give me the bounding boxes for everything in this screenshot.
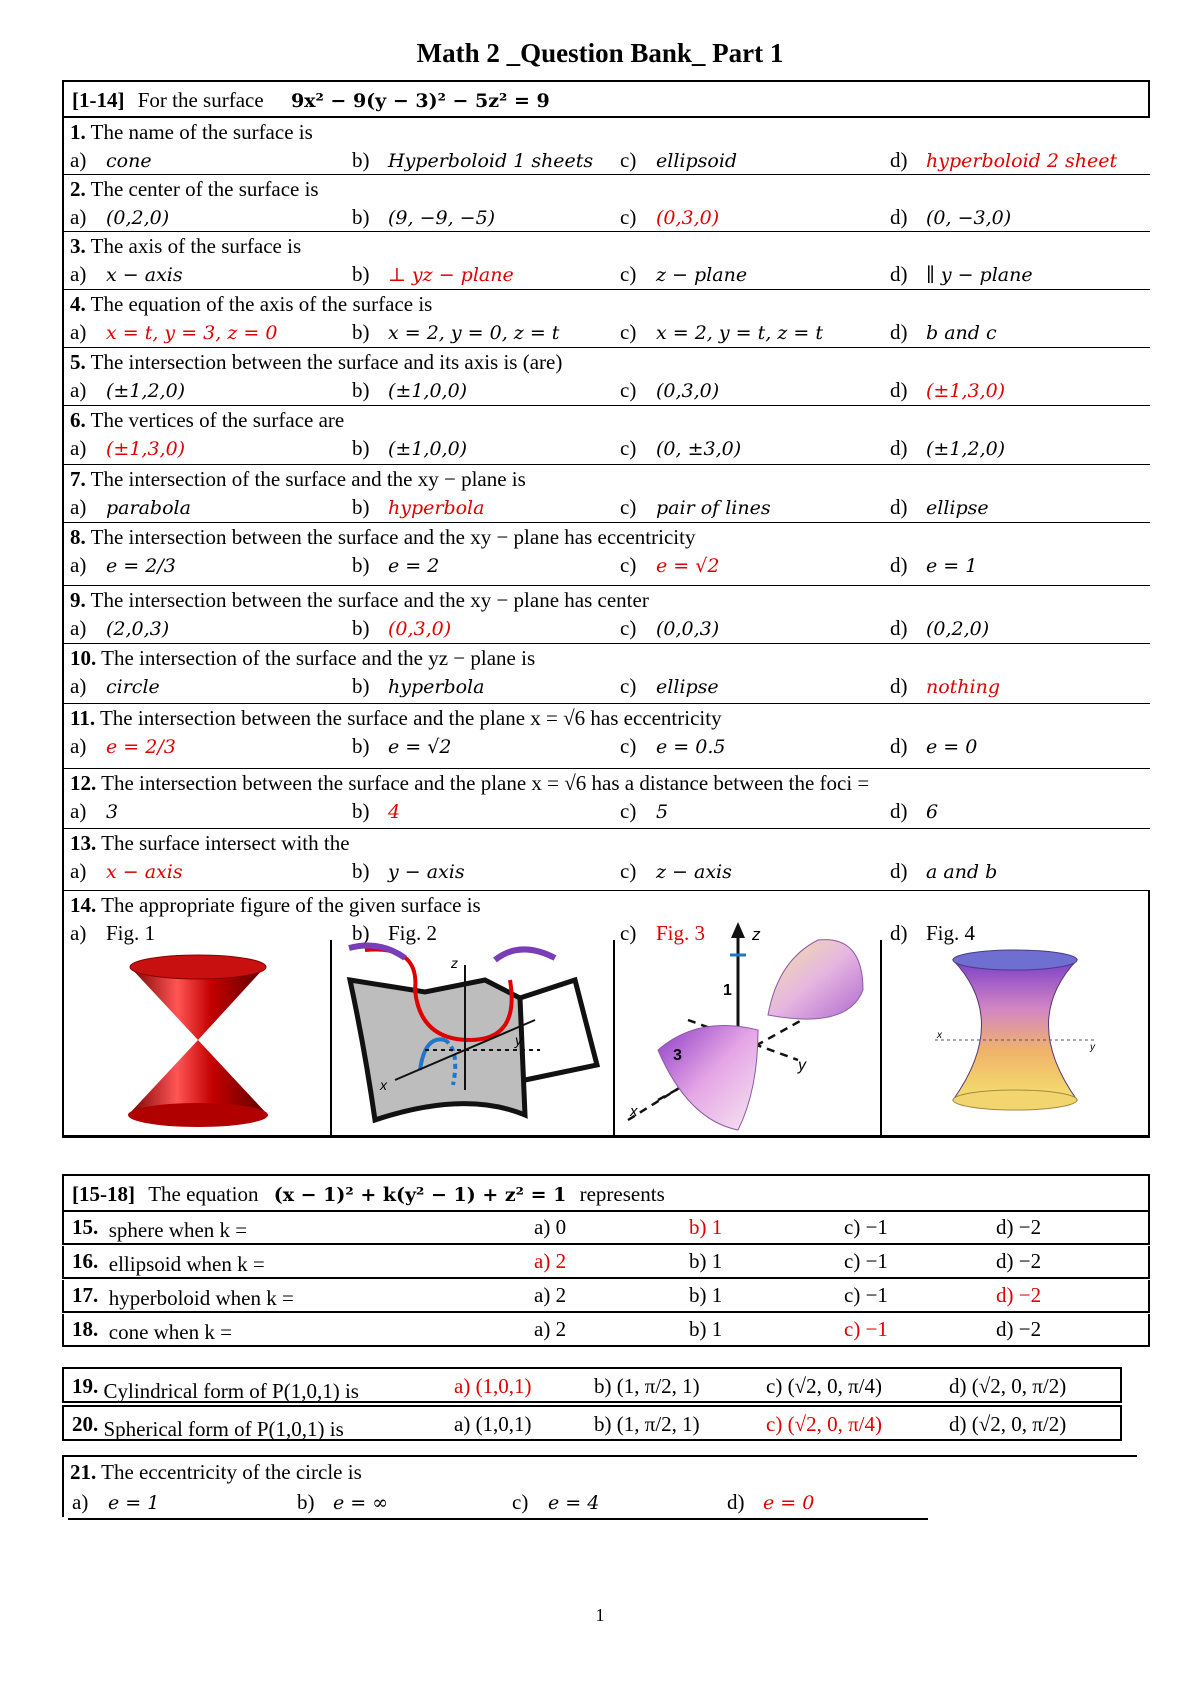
question-stem: The axis of the surface is xyxy=(90,234,302,258)
option-a[interactable]: a) (1,0,1) xyxy=(454,1412,532,1436)
option-label: a) xyxy=(70,674,87,698)
question-number: 5. xyxy=(70,350,86,374)
q14-label-b: b) xyxy=(352,921,370,945)
option-b[interactable]: ⊥ yz − plane xyxy=(388,264,514,286)
fig-divider xyxy=(330,940,332,1138)
option-c[interactable]: (0, ±3,0) xyxy=(656,438,742,460)
fig-divider xyxy=(880,940,882,1138)
option-c[interactable]: (0,3,0) xyxy=(656,380,720,402)
fig1-double-cone xyxy=(110,945,285,1135)
fig2-saddle xyxy=(335,940,607,1138)
fig4-one-sheet xyxy=(925,945,1105,1115)
option-a[interactable]: circle xyxy=(106,676,160,698)
question-17 xyxy=(62,1280,1150,1313)
option-c[interactable]: c) −1 xyxy=(844,1215,888,1239)
q21-label-d: d) xyxy=(727,1490,745,1514)
q21-num: 21. xyxy=(70,1460,97,1484)
fig4-x-label: x xyxy=(937,1030,942,1041)
option-b[interactable]: (±1,0,0) xyxy=(388,380,468,402)
question-number: 10. xyxy=(70,646,97,670)
option-label: d) xyxy=(890,148,908,172)
option-a[interactable]: (0,2,0) xyxy=(106,207,170,229)
option-a[interactable]: a) 2 xyxy=(534,1317,567,1341)
page-title: Math 2 _Question Bank_ Part 1 xyxy=(416,38,784,68)
q21-stem xyxy=(70,1460,362,1485)
option-label: c) xyxy=(620,205,637,229)
fig3-z-label: z xyxy=(752,925,761,944)
question-number: 20. xyxy=(72,1412,99,1436)
header-text: The equation xyxy=(148,1182,259,1206)
question-11 xyxy=(62,704,1150,769)
surface-equation: 9x² − 9(y − 3)² − 5z² = 9 xyxy=(290,90,550,112)
question-stem: The intersection of the surface and the xy − plane is xyxy=(90,467,526,491)
option-d[interactable]: (0, −3,0) xyxy=(926,207,1012,229)
q14-stem: The appropriate figure of the given surface is xyxy=(101,893,481,917)
option-c[interactable]: e = 0.5 xyxy=(656,736,726,758)
question-stem: The name of the surface is xyxy=(90,120,313,144)
question-number: 18. xyxy=(72,1317,99,1341)
option-a[interactable]: a) 2 xyxy=(534,1283,567,1307)
question-stem: The intersection between the surface and the plane x = √6 has eccentricity xyxy=(99,706,722,730)
option-b[interactable]: (0,3,0) xyxy=(388,618,452,640)
question-number: 6. xyxy=(70,408,86,432)
option-b[interactable]: hyperbola xyxy=(388,676,485,698)
q21-option-c[interactable]: e = 4 xyxy=(548,1492,600,1514)
option-label: a) xyxy=(70,799,87,823)
option-b[interactable]: b) 1 xyxy=(689,1249,723,1273)
q21-label-b: b) xyxy=(297,1490,315,1514)
option-a[interactable]: x − axis xyxy=(106,264,183,286)
option-label: c) xyxy=(620,799,637,823)
option-d[interactable]: (±1,3,0) xyxy=(926,380,1006,402)
option-c[interactable]: pair of lines xyxy=(656,497,771,519)
fig3-two-sheets xyxy=(618,920,876,1140)
option-label: c) xyxy=(620,674,637,698)
option-d[interactable]: d) −2 xyxy=(996,1215,1042,1239)
q14-label-c: c) xyxy=(620,921,637,945)
option-label: c) xyxy=(620,859,637,883)
question-stem: The intersection between the surface and its axis is (are) xyxy=(90,350,563,374)
option-a[interactable]: e = 2/3 xyxy=(106,555,176,577)
option-c[interactable]: c) (√2, 0, π/4) xyxy=(766,1374,883,1398)
option-d[interactable]: d) −2 xyxy=(996,1317,1042,1341)
question-number: 16. xyxy=(72,1249,99,1273)
option-label: b) xyxy=(352,378,370,402)
question-stem: Cylindrical form of P(1,0,1) is xyxy=(103,1379,359,1403)
question-stem: The intersection of the surface and the yz − plane is xyxy=(101,646,536,670)
q21-options xyxy=(72,1490,1072,1518)
q21-option-d[interactable]: e = 0 xyxy=(763,1492,815,1514)
option-label: c) xyxy=(620,262,637,286)
option-label: b) xyxy=(352,674,370,698)
question-stem: The intersection between the surface and the xy − plane has center xyxy=(90,588,649,612)
option-d[interactable]: (±1,2,0) xyxy=(926,438,1006,460)
option-a[interactable]: (2,0,3) xyxy=(106,618,170,640)
option-d[interactable]: (0,2,0) xyxy=(926,618,990,640)
option-label: d) xyxy=(890,436,908,460)
option-label: b) xyxy=(352,205,370,229)
question-3 xyxy=(62,232,1150,290)
option-label: c) xyxy=(620,553,637,577)
question-stem: cone when k = xyxy=(108,1320,232,1344)
option-label: a) xyxy=(70,859,87,883)
option-label: b) xyxy=(352,320,370,344)
question-4 xyxy=(62,290,1150,348)
option-label: c) xyxy=(620,148,637,172)
option-c[interactable]: c) −1 xyxy=(844,1283,888,1307)
option-a[interactable]: e = 2/3 xyxy=(106,736,176,758)
option-a[interactable]: x − axis xyxy=(106,861,183,883)
option-a[interactable]: parabola xyxy=(106,497,191,519)
fig3-x-label: x xyxy=(630,1103,638,1120)
right-border xyxy=(1148,891,1150,1138)
q21-option-a[interactable]: e = 1 xyxy=(108,1492,160,1514)
question-number: 2. xyxy=(70,177,86,201)
option-label: c) xyxy=(620,378,637,402)
option-label: b) xyxy=(352,495,370,519)
question-stem: hyperboloid when k = xyxy=(108,1286,294,1310)
option-label: d) xyxy=(890,553,908,577)
option-c[interactable]: c) −1 xyxy=(844,1249,888,1273)
header-tail: represents xyxy=(579,1182,665,1206)
option-c[interactable]: c) (√2, 0, π/4) xyxy=(766,1412,883,1436)
option-label: c) xyxy=(620,436,637,460)
question-number: 8. xyxy=(70,525,86,549)
option-a[interactable]: (±1,2,0) xyxy=(106,380,186,402)
option-c[interactable]: z − plane xyxy=(656,264,748,286)
q14-label-d: d) xyxy=(890,921,908,945)
q14-option-d[interactable]: Fig. 4 xyxy=(926,921,976,945)
option-label: d) xyxy=(890,378,908,402)
question-20 xyxy=(62,1405,1122,1441)
option-label: d) xyxy=(890,495,908,519)
option-d[interactable]: d) −2 xyxy=(996,1283,1042,1307)
question-9 xyxy=(62,586,1150,644)
option-d[interactable]: ∥ y − plane xyxy=(926,264,1033,286)
fig4-y-label: y xyxy=(1090,1042,1095,1053)
option-label: d) xyxy=(890,799,908,823)
option-b[interactable]: (±1,0,0) xyxy=(388,438,468,460)
option-d[interactable]: b and c xyxy=(926,322,997,344)
option-b[interactable]: e = √2 xyxy=(388,736,452,758)
q14-option-b[interactable]: Fig. 2 xyxy=(388,921,438,945)
question-stem: The equation of the axis of the surface is xyxy=(90,292,433,316)
option-a[interactable]: a) (1,0,1) xyxy=(454,1374,532,1398)
option-c[interactable]: ellipse xyxy=(656,676,719,698)
option-d[interactable]: d) (√2, 0, π/2) xyxy=(949,1412,1067,1436)
question-stem: The vertices of the surface are xyxy=(90,408,345,432)
option-label: a) xyxy=(70,553,87,577)
option-label: a) xyxy=(70,148,87,172)
option-label: b) xyxy=(352,436,370,460)
option-a[interactable]: a) 0 xyxy=(534,1215,567,1239)
q14-label-a: a) xyxy=(70,921,87,945)
option-label: a) xyxy=(70,262,87,286)
header-text: For the surface xyxy=(137,88,264,112)
option-b[interactable]: b) 1 xyxy=(689,1317,723,1341)
option-b[interactable]: e = 2 xyxy=(388,555,440,577)
section-header-1 xyxy=(62,80,1150,118)
option-label: d) xyxy=(890,859,908,883)
option-a[interactable]: 3 xyxy=(106,801,119,823)
question-2 xyxy=(62,175,1150,232)
option-b[interactable]: b) (1, π/2, 1) xyxy=(594,1412,700,1436)
option-a[interactable]: a) 2 xyxy=(534,1249,567,1273)
option-label: c) xyxy=(620,734,637,758)
option-c[interactable]: x = 2, y = t, z = t xyxy=(656,322,823,344)
question-number: 1. xyxy=(70,120,86,144)
q21-left-border xyxy=(62,1455,64,1517)
question-stem: The center of the surface is xyxy=(90,177,319,201)
fig2-z-label: z xyxy=(451,955,458,971)
option-label: a) xyxy=(70,495,87,519)
q14-option-c[interactable]: Fig. 3 xyxy=(656,921,706,945)
question-7 xyxy=(62,465,1150,523)
range-label: [15-18] xyxy=(72,1182,135,1206)
question-5 xyxy=(62,348,1150,406)
option-label: d) xyxy=(890,674,908,698)
fig3-y-label: y xyxy=(798,1057,806,1074)
q21-stem-text: The eccentricity of the circle is xyxy=(101,1460,362,1484)
question-10 xyxy=(62,644,1150,704)
option-label: b) xyxy=(352,734,370,758)
question-8 xyxy=(62,523,1150,586)
option-c[interactable]: (0,3,0) xyxy=(656,207,720,229)
fig3-three-label: 3 xyxy=(673,1047,682,1064)
option-c[interactable]: 5 xyxy=(656,801,669,823)
option-d[interactable]: hyperboloid 2 sheet xyxy=(926,150,1118,172)
question-16 xyxy=(62,1246,1150,1279)
option-b[interactable]: 4 xyxy=(388,801,401,823)
left-border xyxy=(62,891,64,1138)
option-d[interactable]: e = 1 xyxy=(926,555,978,577)
option-label: a) xyxy=(70,734,87,758)
option-b[interactable]: y − axis xyxy=(388,861,465,883)
question-12 xyxy=(62,769,1150,829)
option-b[interactable]: Hyperboloid 1 sheets xyxy=(388,150,594,172)
option-c[interactable]: ellipsoid xyxy=(656,150,738,172)
option-label: a) xyxy=(70,378,87,402)
option-label: b) xyxy=(352,553,370,577)
question-stem: Spherical form of P(1,0,1) is xyxy=(103,1417,344,1441)
question-stem: The intersection between the surface and the plane x = √6 has a distance between the foci = xyxy=(101,771,870,795)
fig-divider xyxy=(613,940,615,1138)
question-number: 7. xyxy=(70,467,86,491)
left-border xyxy=(62,118,64,891)
question-15 xyxy=(62,1212,1150,1245)
q21-bottom-rule xyxy=(68,1518,928,1520)
question-number: 15. xyxy=(72,1215,99,1239)
question-number: 9. xyxy=(70,588,86,612)
option-label: c) xyxy=(620,495,637,519)
question-number: 17. xyxy=(72,1283,99,1307)
option-b[interactable]: b) (1, π/2, 1) xyxy=(594,1374,700,1398)
range-label: [1-14] xyxy=(72,88,125,112)
question-number: 4. xyxy=(70,292,86,316)
option-c[interactable]: z − axis xyxy=(656,861,732,883)
page-number: 1 xyxy=(595,1605,605,1625)
option-b[interactable]: x = 2, y = 0, z = t xyxy=(388,322,560,344)
question-number: 3. xyxy=(70,234,86,258)
q14-option-a[interactable]: Fig. 1 xyxy=(106,921,156,945)
option-label: b) xyxy=(352,616,370,640)
option-label: a) xyxy=(70,205,87,229)
option-d[interactable]: a and b xyxy=(926,861,998,883)
question-stem: ellipsoid when k = xyxy=(108,1252,265,1276)
option-d[interactable]: d) −2 xyxy=(996,1249,1042,1273)
question-13 xyxy=(62,829,1150,891)
q21-label-a: a) xyxy=(72,1490,89,1514)
section-header-2 xyxy=(62,1174,1150,1212)
option-label: b) xyxy=(352,148,370,172)
option-label: a) xyxy=(70,320,87,344)
option-c[interactable]: e = √2 xyxy=(656,555,720,577)
question-stem: The surface intersect with the xyxy=(101,831,350,855)
option-label: d) xyxy=(890,205,908,229)
q21-top-rule xyxy=(62,1455,1137,1457)
option-d[interactable]: 6 xyxy=(926,801,939,823)
option-a[interactable]: x = t, y = 3, z = 0 xyxy=(106,322,278,344)
option-c[interactable]: (0,0,3) xyxy=(656,618,720,640)
question-19 xyxy=(62,1367,1122,1403)
option-b[interactable]: (9, −9, −5) xyxy=(388,207,496,229)
question-18 xyxy=(62,1314,1150,1347)
question-number: 19. xyxy=(72,1374,99,1398)
option-label: d) xyxy=(890,262,908,286)
option-a[interactable]: cone xyxy=(106,150,152,172)
option-b[interactable]: b) 1 xyxy=(689,1215,723,1239)
option-d[interactable]: nothing xyxy=(926,676,1001,698)
option-d[interactable]: e = 0 xyxy=(926,736,978,758)
option-b[interactable]: hyperbola xyxy=(388,497,485,519)
q21-option-b[interactable]: e = ∞ xyxy=(333,1492,389,1514)
question-stem: The intersection between the surface and the xy − plane has eccentricity xyxy=(90,525,696,549)
option-label: a) xyxy=(70,436,87,460)
option-label: c) xyxy=(620,320,637,344)
question-number: 13. xyxy=(70,831,97,855)
question-stem: sphere when k = xyxy=(108,1218,248,1242)
option-label: a) xyxy=(70,616,87,640)
option-b[interactable]: b) 1 xyxy=(689,1283,723,1307)
option-label: d) xyxy=(890,616,908,640)
option-a[interactable]: (±1,3,0) xyxy=(106,438,186,460)
question-6 xyxy=(62,406,1150,465)
option-c[interactable]: c) −1 xyxy=(844,1317,888,1341)
option-label: c) xyxy=(620,616,637,640)
question-1 xyxy=(62,118,1150,175)
option-d[interactable]: d) (√2, 0, π/2) xyxy=(949,1374,1067,1398)
option-label: d) xyxy=(890,320,908,344)
option-label: b) xyxy=(352,262,370,286)
option-label: b) xyxy=(352,859,370,883)
fig2-y-label: y xyxy=(515,1032,522,1048)
option-label: b) xyxy=(352,799,370,823)
equation: (x − 1)² + k(y² − 1) + z² = 1 xyxy=(273,1184,567,1206)
q14-num: 14. xyxy=(70,893,97,917)
question-number: 11. xyxy=(70,706,96,730)
fig2-x-label: x xyxy=(380,1077,387,1093)
q21-label-c: c) xyxy=(512,1490,529,1514)
option-label: d) xyxy=(890,734,908,758)
fig3-one-label: 1 xyxy=(723,982,732,999)
option-d[interactable]: ellipse xyxy=(926,497,989,519)
question-number: 12. xyxy=(70,771,97,795)
